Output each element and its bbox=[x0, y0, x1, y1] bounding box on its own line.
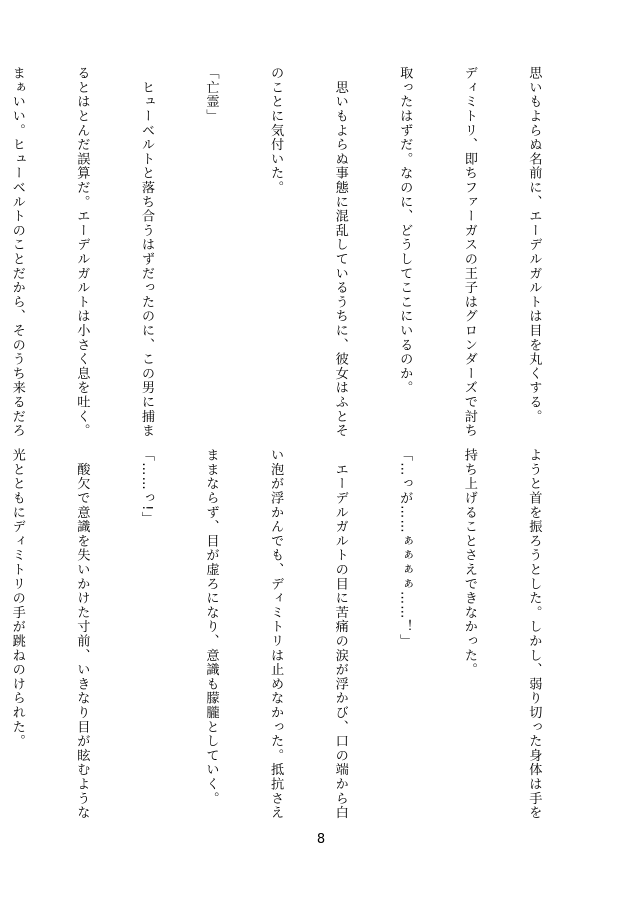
text-line: 持ち上げることさえできなかった。 bbox=[461, 448, 477, 677]
text-column-block-top bbox=[9, 66, 580, 438]
text-line: ヒューベルトと落ち合うはずだったのに、この男に捕ま bbox=[138, 66, 154, 438]
text-line: エーデルガルトの目に苦痛の涙が浮かび、口の端から白 bbox=[332, 448, 348, 820]
text-line: 「亡霊」 bbox=[203, 66, 219, 124]
text-line: ようと首を振ろうとした。しかし、弱り切った身体は手を bbox=[526, 448, 542, 820]
text-line: い泡が浮かんでも、ディミトリは止めなかった。抵抗さえ bbox=[268, 448, 284, 820]
text-line: 思いもよらぬ名前に、エーデルガルトは目を丸くする。 bbox=[526, 66, 542, 424]
text-line: 思いもよらぬ事態に混乱しているうちに、彼女はふとそ bbox=[332, 66, 348, 438]
text-line: まぁいい。ヒューベルトのことだから、そのうち来るだろ bbox=[9, 66, 25, 438]
text-line: 取ったはずだ。なのに、どうしてここにいるのか。 bbox=[397, 66, 413, 395]
text-line: ディミトリ、即ちファーガスの王子はグロンダーズで討ち bbox=[461, 66, 477, 438]
text-column-block-bottom bbox=[9, 448, 580, 820]
text-line: 「……っ!」 bbox=[138, 448, 154, 526]
text-line: のことに気付いた。 bbox=[268, 66, 284, 195]
text-line: 光とともにディミトリの手が跳ねのけられた。 bbox=[9, 448, 25, 749]
text-line: るとはとんだ誤算だ。エーデルガルトは小さく息を吐く。 bbox=[74, 66, 90, 438]
text-line: 酸欠で意識を失いかけた寸前、いきなり目が眩むような bbox=[74, 448, 90, 820]
text-line: 「…っが……ぁぁぁぁ……！」 bbox=[397, 448, 413, 649]
page-number: 8 bbox=[316, 832, 326, 847]
text-line: ままならず、目が虚ろになり、意識も朦朧としていく。 bbox=[203, 448, 219, 806]
